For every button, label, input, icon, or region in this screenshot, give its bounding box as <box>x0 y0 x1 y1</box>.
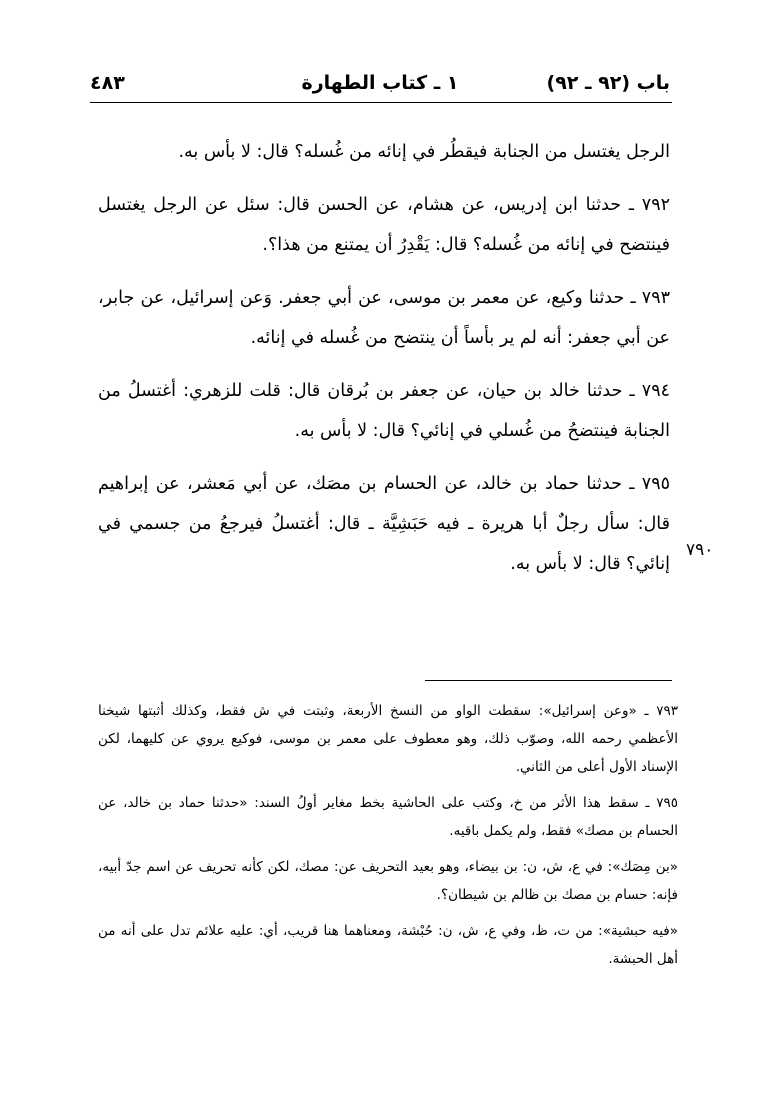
page-number: ٤٨٣ <box>90 72 125 94</box>
footnote-divider <box>425 680 672 681</box>
main-text <box>98 132 670 584</box>
running-header <box>90 68 670 102</box>
footnote-793: ٧٩٣ ـ «وعن إسرائيل»: سقطت الواو من النسخ الأربعة، وثبتت في ش فقط، وكذلك أثبتها شيخنا الأعظمي رحمه الله، وصوّب ذلك، وهو معطوف على معمر بن موسى، فوكيع يروي عن كليهما، لكن الإسناد الأول أعلى من الثاني. <box>98 703 678 775</box>
footnote-ibn-misak: «بن مِصَك»: في ع، ش، ن: بن بيضاء، وهو بعيد التحريف عن: مصك، لكن كأنه تحريف عن اسم جدّ أبيه، فإنه: حسام بن مصك بن ظالم بن شيطان؟. <box>98 859 678 903</box>
footnote-795: ٧٩٥ ـ سقط هذا الأثر من خ، وكتب على الحاشية بخط مغاير أولُ السند: «حدثنا حماد بن خالد، عن الحسام بن مصك» فقط، ولم يكمل باقيه. <box>98 795 678 839</box>
margin-reference-number: ٧٩٠ <box>686 540 714 560</box>
paragraph-792: ٧٩٢ ـ حدثنا ابن إدريس، عن هشام، عن الحسن قال: سئل عن الرجل يغتسل فينتضح في إنائه من غُسله؟ قال: يَقْدِرُ أن يمتنع من هذا؟. <box>98 195 670 255</box>
paragraph-793: ٧٩٣ ـ حدثنا وكيع، عن معمر بن موسى، عن أبي جعفر. وَعن إسرائيل، عن جابر، عن أبي جعفر: أنه لم ير بأساً أن ينتضح من غُسله في إنائه. <box>98 288 670 348</box>
paragraph-794: ٧٩٤ ـ حدثنا خالد بن حيان، عن جعفر بن بُرقان قال: قلت للزهري: أغتسلُ من الجنابة فينتضحُ من غُسلي في إنائي؟ قال: لا بأس به. <box>98 381 670 441</box>
header-chapter: باب (٩٢ ـ ٩٢) <box>546 72 670 94</box>
footnotes <box>98 697 678 981</box>
footnote-habashiyya: «فيه حبشية»: من ت، ظ، وفي ع، ش، ن: حُبْشة، ومعناهما هنا قريب، أي: عليه علائم تدل على أنه من أهل الحبشة. <box>98 923 678 967</box>
paragraph-continuation: الرجل يغتسل من الجنابة فيقطُر في إنائه من غُسله؟ قال: لا بأس به. <box>178 142 670 162</box>
header-divider <box>90 102 672 103</box>
paragraph-795: ٧٩٥ ـ حدثنا حماد بن خالد، عن الحسام بن مصَك، عن أبي مَعشر، عن إبراهيم قال: سأل رجلٌ أبا هريرة ـ فيه حَبَشِيَّة ـ قال: أغتسلُ فيرجعُ من جسمي في إنائي؟ قال: لا بأس به. <box>98 474 670 574</box>
header-book-title: ١ ـ كتاب الطهارة <box>301 72 459 94</box>
